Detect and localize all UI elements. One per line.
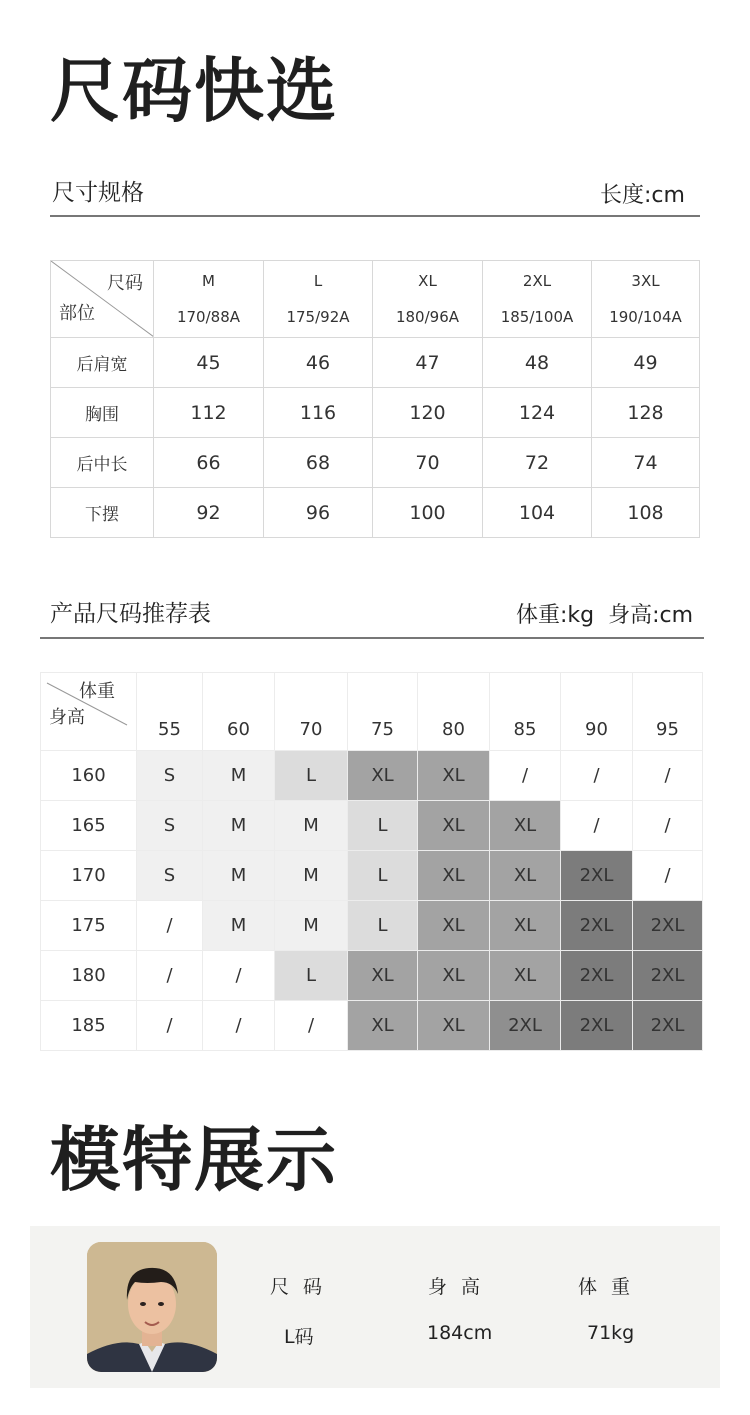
recommend-cell: M: [203, 851, 275, 901]
spec-size-col: XL 180/96A: [373, 261, 483, 338]
recommend-cell: L: [275, 751, 348, 801]
weight-col: 85: [490, 673, 561, 751]
spec-cell: 108: [592, 488, 700, 538]
spec-size-label: 尺码: [107, 273, 143, 294]
spec-cell: 70: [373, 438, 483, 488]
weight-col: 75: [348, 673, 418, 751]
model-title: 模特展示: [50, 1119, 338, 1201]
size-spec-table: [50, 260, 700, 538]
spec-cell: 46: [264, 338, 373, 388]
recommend-cell: L: [275, 951, 348, 1001]
height-label: 160: [41, 751, 137, 801]
recommend-cell: /: [633, 801, 703, 851]
recommend-section-title: 产品尺码推荐表: [50, 601, 211, 627]
spec-cell: 47: [373, 338, 483, 388]
recommend-corner-cell: [41, 673, 137, 751]
recommend-cell: /: [137, 1001, 203, 1051]
spec-row: [51, 488, 700, 538]
recommend-cell: M: [203, 901, 275, 951]
recommend-row: [41, 901, 703, 951]
recommend-cell: M: [203, 751, 275, 801]
recommend-cell: M: [203, 801, 275, 851]
recommend-cell: 2XL: [490, 1001, 561, 1051]
spec-row: [51, 338, 700, 388]
recommend-divider: [40, 637, 704, 639]
spec-cell: 100: [373, 488, 483, 538]
spec-row: [51, 388, 700, 438]
model-weight-label: 体重: [578, 1276, 645, 1298]
recommend-cell: /: [137, 901, 203, 951]
spec-row: [51, 438, 700, 488]
weight-col: 90: [561, 673, 633, 751]
spec-row-label: 胸围: [51, 388, 154, 438]
recommend-cell: /: [633, 851, 703, 901]
recommend-cell: XL: [418, 801, 490, 851]
model-size-value: L码: [284, 1326, 314, 1348]
recommend-cell: XL: [348, 1001, 418, 1051]
recommend-row: [41, 751, 703, 801]
weight-col: 95: [633, 673, 703, 751]
height-label: 170: [41, 851, 137, 901]
spec-unit: 长度:cm: [600, 183, 685, 208]
recommend-cell: /: [561, 801, 633, 851]
model-height-value: 184cm: [427, 1322, 493, 1344]
recommend-height-label: 身高: [49, 707, 85, 728]
recommend-cell: /: [203, 1001, 275, 1051]
recommend-cell: XL: [490, 951, 561, 1001]
recommend-cell: /: [203, 951, 275, 1001]
size-recommend-table: [40, 672, 703, 1051]
recommend-cell: 2XL: [633, 901, 703, 951]
spec-cell: 74: [592, 438, 700, 488]
spec-part-label: 部位: [59, 303, 95, 324]
recommend-cell: M: [275, 901, 348, 951]
spec-cell: 68: [264, 438, 373, 488]
weight-col: 55: [137, 673, 203, 751]
model-weight-value: 71kg: [587, 1322, 635, 1344]
recommend-cell: XL: [490, 851, 561, 901]
recommend-cell: /: [275, 1001, 348, 1051]
spec-cell: 92: [154, 488, 264, 538]
spec-corner-cell: [51, 261, 154, 338]
spec-section-title: 尺寸规格: [52, 180, 144, 206]
recommend-cell: /: [633, 751, 703, 801]
weight-col: 70: [275, 673, 348, 751]
spec-cell: 116: [264, 388, 373, 438]
weight-col: 60: [203, 673, 275, 751]
recommend-cell: M: [275, 801, 348, 851]
model-height-label: 身高: [428, 1276, 495, 1298]
spec-cell: 48: [483, 338, 592, 388]
spec-size-col: 3XL 190/104A: [592, 261, 700, 338]
recommend-cell: XL: [348, 951, 418, 1001]
spec-size-col: M 170/88A: [154, 261, 264, 338]
spec-size-col: 2XL 185/100A: [483, 261, 592, 338]
recommend-cell: L: [348, 801, 418, 851]
recommend-cell: S: [137, 751, 203, 801]
height-label: 180: [41, 951, 137, 1001]
spec-cell: 72: [483, 438, 592, 488]
recommend-row: [41, 801, 703, 851]
recommend-cell: /: [490, 751, 561, 801]
recommend-weight-label: 体重: [79, 681, 115, 702]
spec-header-row: [51, 261, 700, 338]
recommend-cell: L: [348, 851, 418, 901]
spec-size-col: L 175/92A: [264, 261, 373, 338]
recommend-cell: XL: [418, 951, 490, 1001]
recommend-row: [41, 951, 703, 1001]
model-size-label: 尺码: [270, 1276, 337, 1298]
recommend-cell: 2XL: [561, 951, 633, 1001]
spec-cell: 96: [264, 488, 373, 538]
recommend-cell: M: [275, 851, 348, 901]
spec-row-label: 后肩宽: [51, 338, 154, 388]
recommend-header-row: [41, 673, 703, 751]
recommend-cell: XL: [418, 851, 490, 901]
recommend-row: [41, 851, 703, 901]
spec-cell: 120: [373, 388, 483, 438]
height-label: 185: [41, 1001, 137, 1051]
spec-row-label: 后中长: [51, 438, 154, 488]
spec-cell: 66: [154, 438, 264, 488]
recommend-row: [41, 1001, 703, 1051]
spec-divider: [50, 215, 700, 217]
recommend-cell: S: [137, 851, 203, 901]
recommend-cell: XL: [418, 901, 490, 951]
recommend-cell: 2XL: [633, 1001, 703, 1051]
recommend-cell: XL: [418, 751, 490, 801]
spec-cell: 112: [154, 388, 264, 438]
recommend-cell: S: [137, 801, 203, 851]
spec-cell: 124: [483, 388, 592, 438]
recommend-cell: 2XL: [561, 901, 633, 951]
recommend-cell: /: [137, 951, 203, 1001]
page-title: 尺码快选: [50, 50, 338, 132]
avatar: [87, 1242, 217, 1372]
recommend-cell: XL: [348, 751, 418, 801]
weight-col: 80: [418, 673, 490, 751]
spec-cell: 49: [592, 338, 700, 388]
recommend-unit: 体重:kg 身高:cm: [516, 603, 694, 628]
recommend-cell: 2XL: [561, 1001, 633, 1051]
recommend-cell: XL: [490, 801, 561, 851]
recommend-cell: XL: [418, 1001, 490, 1051]
recommend-cell: 2XL: [633, 951, 703, 1001]
height-label: 165: [41, 801, 137, 851]
recommend-cell: XL: [490, 901, 561, 951]
recommend-cell: 2XL: [561, 851, 633, 901]
spec-cell: 128: [592, 388, 700, 438]
recommend-cell: L: [348, 901, 418, 951]
spec-cell: 45: [154, 338, 264, 388]
recommend-cell: /: [561, 751, 633, 801]
spec-row-label: 下摆: [51, 488, 154, 538]
height-label: 175: [41, 901, 137, 951]
spec-cell: 104: [483, 488, 592, 538]
